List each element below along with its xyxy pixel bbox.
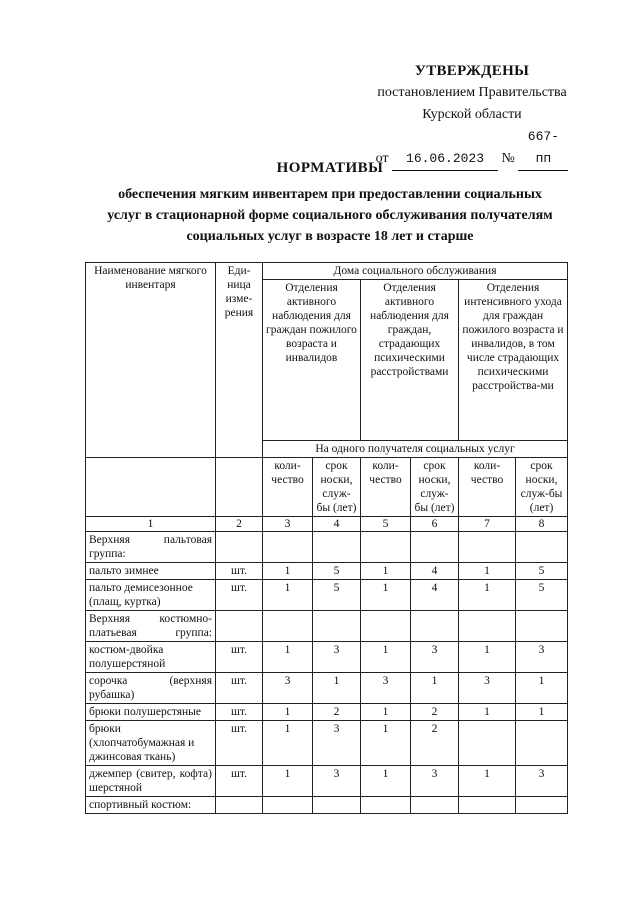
header-name-spacer (86, 458, 216, 517)
item-quantity-1: 1 (263, 563, 313, 580)
item-term-3 (516, 532, 568, 563)
item-unit (216, 611, 263, 642)
item-term-3: 5 (516, 580, 568, 611)
table-row (86, 611, 568, 642)
item-name: брюки полушерстяные (86, 704, 216, 721)
item-term-2 (411, 611, 459, 642)
header-group: Дома социального обслуживания (263, 263, 568, 280)
item-quantity-3 (459, 797, 516, 814)
table-row (86, 797, 568, 814)
item-quantity-1: 1 (263, 704, 313, 721)
item-quantity-3: 1 (459, 580, 516, 611)
item-quantity-1 (263, 532, 313, 563)
item-name: пальто зимнее (86, 563, 216, 580)
item-quantity-3 (459, 532, 516, 563)
item-term-3: 1 (516, 704, 568, 721)
item-term-1: 2 (313, 704, 361, 721)
item-quantity-3: 1 (459, 642, 516, 673)
table-row (86, 673, 568, 704)
table-row (86, 642, 568, 673)
item-term-2: 4 (411, 563, 459, 580)
item-quantity-2: 1 (361, 642, 411, 673)
item-quantity-3: 1 (459, 704, 516, 721)
header-per-recipient: На одного получателя социальных услуг (263, 441, 568, 458)
approval-line-1: постановлением Правительства (377, 85, 567, 100)
item-name: костюм-двойка полушерстяной (86, 642, 216, 673)
item-unit (216, 532, 263, 563)
item-unit: шт. (216, 766, 263, 797)
item-quantity-2 (361, 797, 411, 814)
item-name: джемпер (свитер, кофта) шерстяной (86, 766, 216, 797)
approval-date: 16.06.2023 (392, 148, 498, 171)
item-unit: шт. (216, 563, 263, 580)
date-prefix: от (375, 151, 389, 166)
item-term-3 (516, 721, 568, 766)
table-row (86, 721, 568, 766)
item-unit (216, 797, 263, 814)
subtitle-line-2: услуг в стационарной форме социального обслуживания получателям (107, 208, 553, 223)
item-term-2: 3 (411, 766, 459, 797)
item-quantity-2 (361, 532, 411, 563)
document-subtitle (60, 184, 600, 247)
item-quantity-1: 1 (263, 766, 313, 797)
item-term-1 (313, 611, 361, 642)
table-row (86, 766, 568, 797)
item-term-1 (313, 532, 361, 563)
header-department-1: Отделения активного наблюдения для граждан пожилого возраста и инвалидов (263, 280, 361, 441)
column-number: 6 (411, 517, 459, 532)
column-number: 2 (216, 517, 263, 532)
item-quantity-3: 1 (459, 766, 516, 797)
item-term-1: 1 (313, 673, 361, 704)
item-term-2: 4 (411, 580, 459, 611)
table-row (86, 563, 568, 580)
item-quantity-2: 1 (361, 704, 411, 721)
item-quantity-3: 3 (459, 673, 516, 704)
item-name: сорочка (верхняя рубашка) (86, 673, 216, 704)
item-term-3: 5 (516, 563, 568, 580)
column-number: 4 (313, 517, 361, 532)
item-term-3: 3 (516, 642, 568, 673)
item-unit: шт. (216, 704, 263, 721)
item-quantity-3 (459, 611, 516, 642)
header-unit: Еди-ница изме-рения (216, 263, 263, 458)
item-unit: шт. (216, 580, 263, 611)
item-name: спортивный костюм: (86, 797, 216, 814)
item-quantity-1 (263, 611, 313, 642)
item-term-3: 3 (516, 766, 568, 797)
column-number: 5 (361, 517, 411, 532)
item-name: брюки (хлопчатобумажная и джинсовая ткань) (86, 721, 216, 766)
header-qty-3: коли-чество (459, 458, 516, 517)
item-quantity-2 (361, 611, 411, 642)
item-term-1: 3 (313, 721, 361, 766)
item-quantity-3 (459, 721, 516, 766)
header-unit-spacer (216, 458, 263, 517)
item-unit: шт. (216, 642, 263, 673)
document-title: НОРМАТИВЫ (276, 160, 384, 176)
item-name: Верхняя пальтовая группа: (86, 532, 216, 563)
item-term-3: 1 (516, 673, 568, 704)
item-quantity-1 (263, 797, 313, 814)
number-prefix: № (501, 151, 515, 166)
approval-title: УТВЕРЖДЕНЫ (414, 63, 530, 79)
item-term-3 (516, 797, 568, 814)
item-term-1: 3 (313, 766, 361, 797)
item-quantity-2: 1 (361, 563, 411, 580)
item-name: Верхняя костюмно-платьевая группа: (86, 611, 216, 642)
item-term-2: 2 (411, 704, 459, 721)
header-qty-2: коли-чество (361, 458, 411, 517)
item-quantity-1: 3 (263, 673, 313, 704)
item-quantity-2: 1 (361, 721, 411, 766)
item-quantity-1: 1 (263, 642, 313, 673)
header-name: Наименование мягкого инвентаря (86, 263, 216, 458)
item-quantity-2: 3 (361, 673, 411, 704)
item-term-1: 5 (313, 563, 361, 580)
header-qty-1: коли-чество (263, 458, 313, 517)
item-term-2 (411, 532, 459, 563)
approval-number: 667-пп (518, 126, 568, 171)
item-term-1: 5 (313, 580, 361, 611)
item-name: пальто демисезонное (плащ, куртка) (86, 580, 216, 611)
item-quantity-2: 1 (361, 766, 411, 797)
header-term-3: срок носки, служ-бы (лет) (516, 458, 568, 517)
table-row (86, 532, 568, 563)
item-quantity-3: 1 (459, 563, 516, 580)
header-term-1: срок носки, служ-бы (лет) (313, 458, 361, 517)
header-term-2: срок носки, служ-бы (лет) (411, 458, 459, 517)
item-term-2: 3 (411, 642, 459, 673)
header-department-2: Отделения активного наблюдения для граждан, страдающих психическими расстройствами (361, 280, 459, 441)
item-term-2: 2 (411, 721, 459, 766)
column-number: 3 (263, 517, 313, 532)
item-term-2 (411, 797, 459, 814)
item-quantity-2: 1 (361, 580, 411, 611)
column-number: 8 (516, 517, 568, 532)
item-unit: шт. (216, 673, 263, 704)
header-row-subcolumns (86, 458, 568, 517)
subtitle-line-3: социальных услуг в возрасте 18 лет и старше (186, 229, 474, 244)
norms-table-body (86, 263, 568, 814)
table-row (86, 704, 568, 721)
item-quantity-1: 1 (263, 721, 313, 766)
item-term-3 (516, 611, 568, 642)
table-row (86, 580, 568, 611)
approval-block (352, 60, 592, 171)
item-term-2: 1 (411, 673, 459, 704)
item-unit: шт. (216, 721, 263, 766)
column-numbers-row (86, 517, 568, 532)
subtitle-line-1: обеспечения мягким инвентарем при предоставлении социальных (118, 187, 542, 202)
item-term-1: 3 (313, 642, 361, 673)
column-number: 7 (459, 517, 516, 532)
header-department-3: Отделения интенсивного ухода для граждан пожилого возраста и инвалидов, в том числе страдающих психическими расстройства-ми (459, 280, 568, 441)
item-term-1 (313, 797, 361, 814)
header-row-group (86, 263, 568, 280)
item-quantity-1: 1 (263, 580, 313, 611)
norms-table (85, 262, 568, 814)
column-number: 1 (86, 517, 216, 532)
approval-line-2: Курской области (422, 107, 522, 122)
